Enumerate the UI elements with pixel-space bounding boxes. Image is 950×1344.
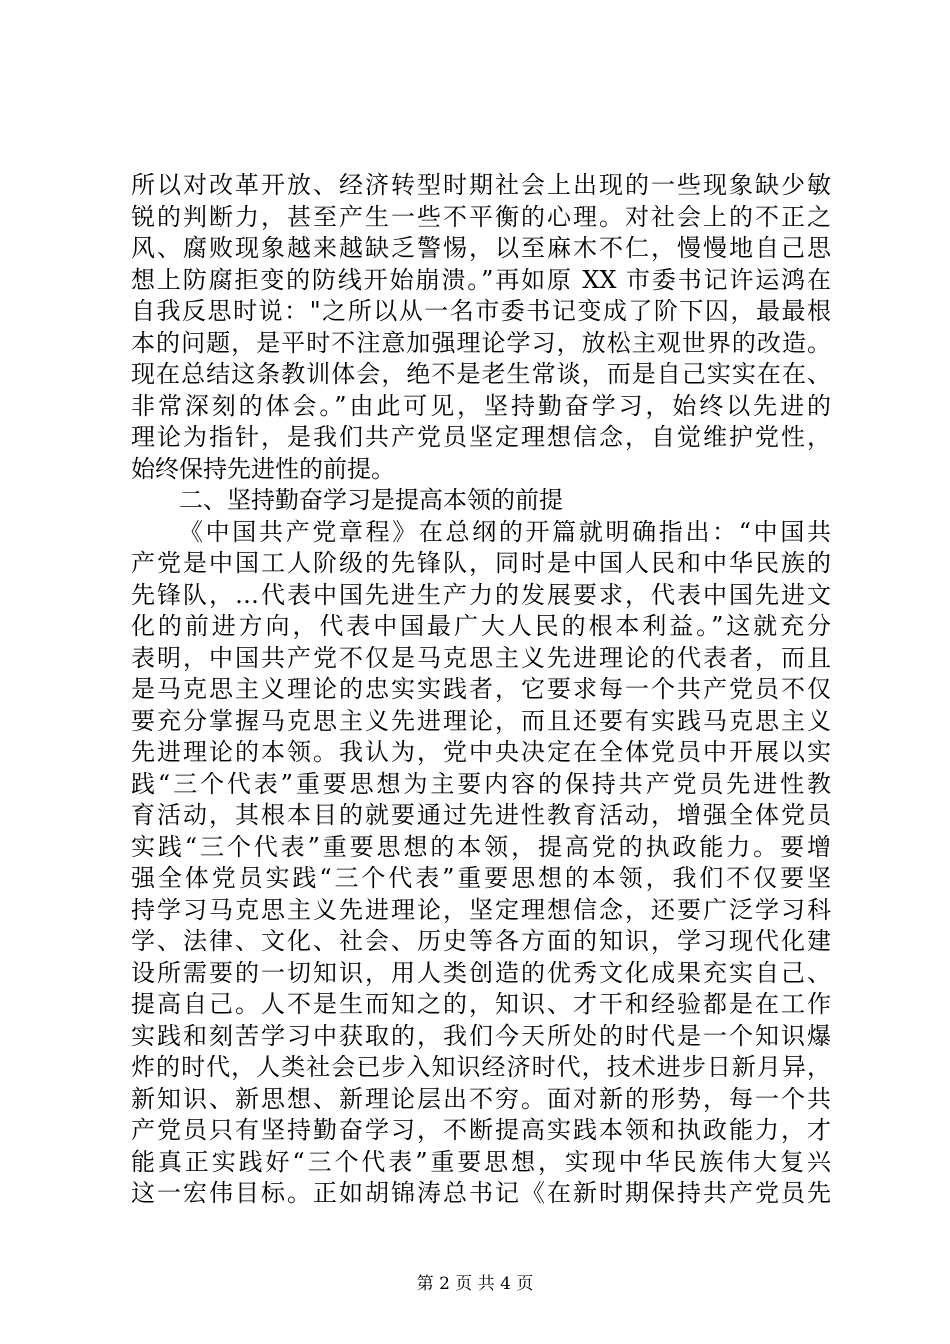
document-body	[131, 170, 831, 1210]
page-number: 第 2 页 共 4 页	[416, 1274, 534, 1294]
text-line: 强全体党员实践“三个代表”重要思想的本领，我们不仅要坚	[131, 864, 831, 892]
text-line: 提高自己。人不是生而知之的，知识、才干和经验都是在工作	[131, 990, 831, 1018]
text-line: 风、腐败现象越来越缺乏警惕，以至麻木不仁，慢慢地自己思	[131, 234, 831, 262]
text-line: 持学习马克思主义先进理论，坚定理想信念，还要广泛学习科	[131, 895, 831, 924]
text-line: 所以对改革开放、经济转型时期社会上出现的一些现象缺少敏	[131, 171, 831, 199]
text-line: 非常深刻的体会。”由此可见，坚持勤奋学习，始终以先进的	[131, 391, 831, 420]
text-line: 要充分掌握马克思主义先进理论，而且还要有实践马克思主义	[131, 706, 831, 735]
text-line: 先锋队，…代表中国先进生产力的发展要求，代表中国先进文	[131, 580, 831, 609]
text-line: 始终保持先进性的前提。	[131, 454, 395, 483]
section-heading: 二、坚持勤奋学习是提高本领的前提	[179, 486, 563, 514]
text-line: 是马克思主义理论的忠实实践者，它要求每一个共产党员不仅	[131, 675, 831, 703]
text-line: 《中国共产党章程》在总纲的开篇就明确指出：“中国共	[179, 517, 831, 546]
page-footer	[0, 1272, 950, 1296]
text-line: 想上防腐拒变的防线开始崩溃。”再如原 XX 市委书记许运鸿在	[131, 265, 831, 294]
text-line: 育活动，其根本目的就要通过先进性教育活动，增强全体党员	[131, 801, 831, 829]
text-line: 践“三个代表”重要思想为主要内容的保持共产党员先进性教	[131, 769, 831, 798]
text-line: 自我反思时说："之所以从一名市委书记变成了阶下囚，最最根	[131, 297, 831, 325]
text-line: 化的前进方向，代表中国最广大人民的根本利益。”这就充分	[131, 612, 831, 640]
text-line: 能真正实践好“三个代表”重要思想，实现中华民族伟大复兴	[131, 1147, 831, 1176]
text-line: 实践“三个代表”重要思想的本领，提高党的执政能力。要增	[131, 832, 831, 861]
text-line: 学、法律、文化、社会、历史等各方面的知识，学习现代化建	[131, 927, 831, 955]
text-line: 理论为指针，是我们共产党员坚定理想信念，自觉维护党性，	[131, 423, 831, 451]
text-line: 这一宏伟目标。正如胡锦涛总书记《在新时期保持共产党员先	[131, 1179, 831, 1207]
text-line: 现在总结这条教训体会，绝不是老生常谈，而是自己实实在在、	[131, 360, 831, 388]
text-line: 新知识、新思想、新理论层出不穷。面对新的形势，每一个共	[131, 1084, 831, 1113]
text-line: 炸的时代，人类社会已步入知识经济时代，技术进步日新月异，	[131, 1053, 831, 1081]
text-line: 实践和刻苦学习中获取的，我们今天所处的时代是一个知识爆	[131, 1021, 831, 1050]
text-line: 表明，中国共产党不仅是马克思主义先进理论的代表者，而且	[131, 643, 831, 672]
text-line: 产党员只有坚持勤奋学习，不断提高实践本领和执政能力，才	[131, 1116, 831, 1144]
text-line: 设所需要的一切知识，用人类创造的优秀文化成果充实自己、	[131, 958, 831, 987]
text-line: 本的问题，是平时不注意加强理论学习，放松主观世界的改造。	[131, 328, 831, 357]
text-line: 产党是中国工人阶级的先锋队，同时是中国人民和中华民族的	[131, 549, 831, 577]
text-line: 先进理论的本领。我认为，党中央决定在全体党员中开展以实	[131, 738, 831, 766]
text-line: 锐的判断力，甚至产生一些不平衡的心理。对社会上的不正之	[131, 202, 831, 231]
